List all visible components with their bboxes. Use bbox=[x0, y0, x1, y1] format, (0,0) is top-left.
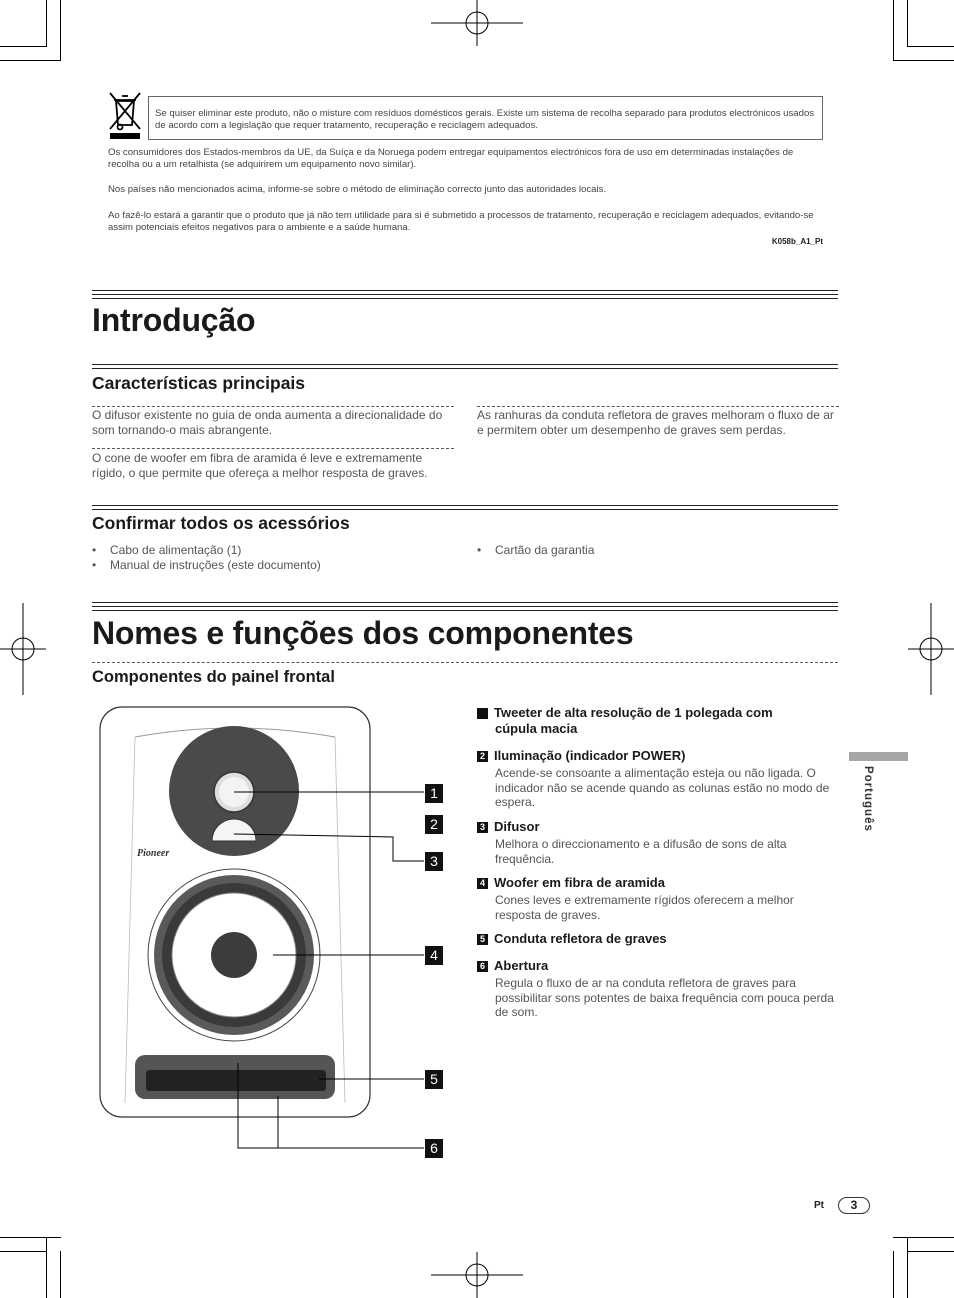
feature-2: O cone de woofer em fibra de aramida é leve e extremamente rígido, o que permite que ofereça a melhor resposta de graves. bbox=[92, 451, 428, 480]
list-item-text: Cartão da garantia bbox=[495, 543, 595, 557]
disposal-paragraph-2: Nos países não mencionados acima, informe-se sobre o método de eliminação correcto junto das autoridades locais. bbox=[108, 184, 607, 195]
item-description: Acende-se consoante a alimentação esteja ou não ligada. O indicador não se acende quando as colunas estão no modo de espera. bbox=[495, 766, 830, 809]
item-description: Melhora o direccionamento e a difusão de sons de alta frequência. bbox=[495, 837, 787, 866]
list-item-text: Manual de instruções (este documento) bbox=[110, 558, 321, 572]
item-number: 4 bbox=[477, 878, 488, 889]
brand-logo: Pioneer bbox=[137, 848, 170, 859]
callout-1: 1 bbox=[425, 784, 443, 803]
component-item-6 bbox=[477, 958, 839, 1020]
item-title: Difusor bbox=[494, 819, 540, 834]
item-number: 2 bbox=[477, 751, 488, 762]
component-item-4 bbox=[477, 875, 839, 922]
list-item bbox=[92, 558, 321, 573]
footer-lang-code: Pt bbox=[814, 1200, 824, 1211]
item-number: 1 bbox=[477, 708, 488, 719]
disposal-paragraph-1: Os consumidores dos Estados-membros da UE, da Suíça e da Noruega podem entregar equipamentos electrónicos fora de uso em determinadas instalações de recolha ou a um retalhista (se adquirirem um equipamento novo similar). bbox=[108, 147, 794, 170]
item-number: 6 bbox=[477, 961, 488, 972]
section-heading-accessories: Confirmar todos os acessórios bbox=[92, 513, 350, 533]
item-description: Regula o fluxo de ar na conduta refletora de graves para possibilitar sons potentes de baixa frequência com pouca perda de som. bbox=[495, 976, 834, 1019]
callout-5: 5 bbox=[425, 1070, 443, 1089]
callout-4: 4 bbox=[425, 946, 443, 965]
page-number: 3 bbox=[838, 1197, 870, 1214]
divider bbox=[92, 406, 454, 407]
feature-3: As ranhuras da conduta refletora de graves melhoram o fluxo de ar e permitem obter um desempenho de graves sem perdas. bbox=[477, 408, 834, 437]
page-title-components: Nomes e funções dos componentes bbox=[92, 615, 634, 651]
callout-3: 3 bbox=[425, 852, 443, 871]
bullet: • bbox=[92, 558, 97, 572]
list-item bbox=[92, 543, 241, 558]
page-title-intro: Introdução bbox=[92, 302, 256, 338]
section-heading-features: Características principais bbox=[92, 373, 306, 393]
disposal-code: K058b_A1_Pt bbox=[771, 237, 823, 246]
divider bbox=[92, 448, 454, 449]
section-heading-front-panel: Componentes do painel frontal bbox=[92, 668, 335, 686]
divider bbox=[477, 406, 839, 407]
divider bbox=[92, 662, 838, 663]
item-number: 3 bbox=[477, 822, 488, 833]
disposal-boxed-text: Se quiser eliminar este produto, não o misture com resíduos domésticos gerais. Existe um sistema de recolha separado para produtos electrónicos usados de acordo com a legislação que requer tratamento, recuperação e reciclagem adequados. bbox=[155, 108, 815, 131]
callout-2: 2 bbox=[425, 815, 443, 834]
item-title: Iluminação (indicador POWER) bbox=[494, 748, 686, 763]
bullet: • bbox=[477, 543, 482, 557]
item-description: Cones leves e extremamente rígidos oferecem a melhor resposta de graves. bbox=[495, 893, 794, 922]
list-item bbox=[477, 543, 594, 558]
feature-1: O difusor existente no guia de onda aumenta a direcionalidade do som tornando-o mais abrangente. bbox=[92, 408, 443, 437]
language-tab bbox=[849, 752, 908, 761]
bullet: • bbox=[92, 543, 97, 557]
list-item-text: Cabo de alimentação (1) bbox=[110, 543, 242, 557]
speaker-front-illustration bbox=[95, 703, 455, 1163]
component-item-2 bbox=[477, 748, 839, 810]
component-item-3 bbox=[477, 819, 839, 866]
disposal-notice-box bbox=[148, 96, 823, 140]
callout-6: 6 bbox=[425, 1139, 443, 1158]
component-item-5 bbox=[477, 931, 839, 947]
crossed-out-wheelie-bin-icon bbox=[108, 91, 142, 139]
item-title: Abertura bbox=[494, 958, 549, 973]
disposal-paragraph-3: Ao fazê-lo estará a garantir que o produto que já não tem utilidade para si é submetido a processos de tratamento, recuperação e reciclagem adequados, evitando-se assim potenciais efeitos negativos para o ambiente e a saúde humana. bbox=[108, 210, 814, 233]
item-title: Tweeter de alta resolução de 1 polegada com cúpula macia bbox=[494, 705, 773, 736]
item-number: 5 bbox=[477, 934, 488, 945]
component-item-1 bbox=[470, 705, 817, 737]
language-label: Português bbox=[862, 766, 874, 832]
item-title: Conduta refletora de graves bbox=[494, 931, 667, 946]
item-title: Woofer em fibra de aramida bbox=[494, 875, 665, 890]
